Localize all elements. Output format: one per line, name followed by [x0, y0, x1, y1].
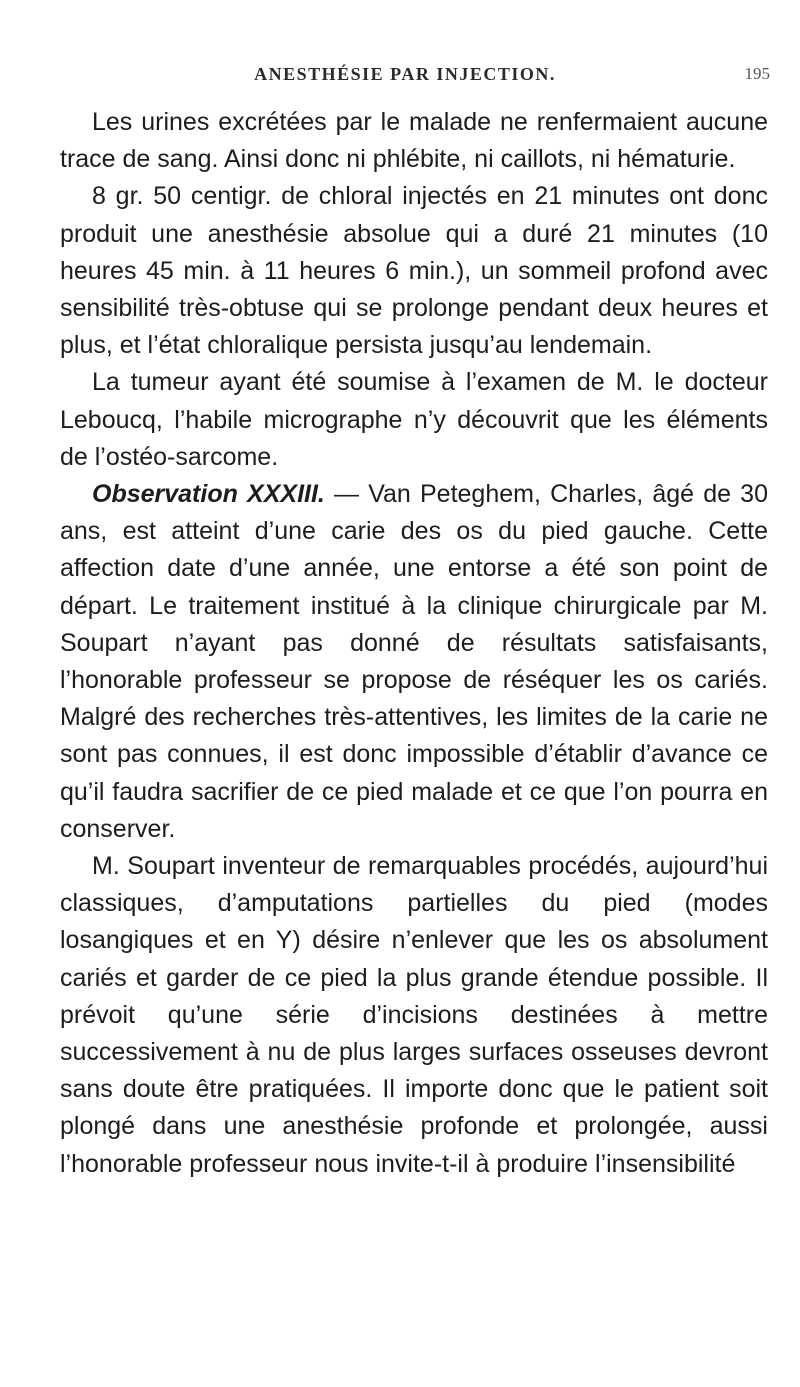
- paragraph-2: 8 gr. 50 centigr. de chloral injectés en 21 minutes ont donc produit une anesthésie absolue qui a duré 21 minutes (10 heures 45 min. à 11 heures 6 min.), un sommeil profond avec sensibilité très-obtuse qui se prolonge pendant deux heures et plus, et l’état chloralique persista jusqu’au lendemain.: [60, 182, 768, 360]
- body-text: [60, 104, 768, 1183]
- running-head: [40, 64, 770, 92]
- paragraph-5: M. Soupart inventeur de remarquables procédés, aujourd’hui classiques, d’amputations partielles du pied (modes losangiques et en Y) désire n’enlever que les os absolument cariés et garder de ce pied la plus grande étendue possible. Il prévoit qu’une série d’incisions destinées à mettre successivement à nu de plus larges surfaces osseuses devront sans doute être pratiquées. Il importe donc que le patient soit plongé dans une anesthésie profonde et prolongée, aussi l’honorable professeur nous invite-t-il à produire l’insensibilité: [60, 852, 768, 1178]
- observation-heading: Observation XXXIII.: [92, 480, 325, 509]
- observation-text: — Van Peteghem, Charles, âgé de 30 ans, est atteint d’une carie des os du pied gauche. Cette affection date d’une année, une entorse a été son point de départ. Le traitement institué à la clinique chirurgicale par M. Soupart n’ayant pas donné de résultats satisfaisants, l’honorable professeur se propose de réséquer les os cariés. Malgré des recherches très-attentives, les limites de la carie ne sont pas connues, il est donc impossible d’établir d’avance ce qu’il faudra sacrifier de ce pied malade et ce que l’on pourra en conserver.: [60, 480, 768, 843]
- page-number: 195: [744, 64, 770, 83]
- paragraph-4: [60, 476, 768, 848]
- paragraph-3: La tumeur ayant été soumise à l’examen de M. le docteur Leboucq, l’habile micrographe n’y découvrit que les éléments de l’ostéo-sarcome.: [60, 368, 768, 471]
- paragraph-1: Les urines excrétées par le malade ne renfermaient aucune trace de sang. Ainsi donc ni phlébite, ni caillots, ni hématurie.: [60, 108, 768, 174]
- running-title: ANESTHÉSIE PAR INJECTION.: [254, 64, 556, 84]
